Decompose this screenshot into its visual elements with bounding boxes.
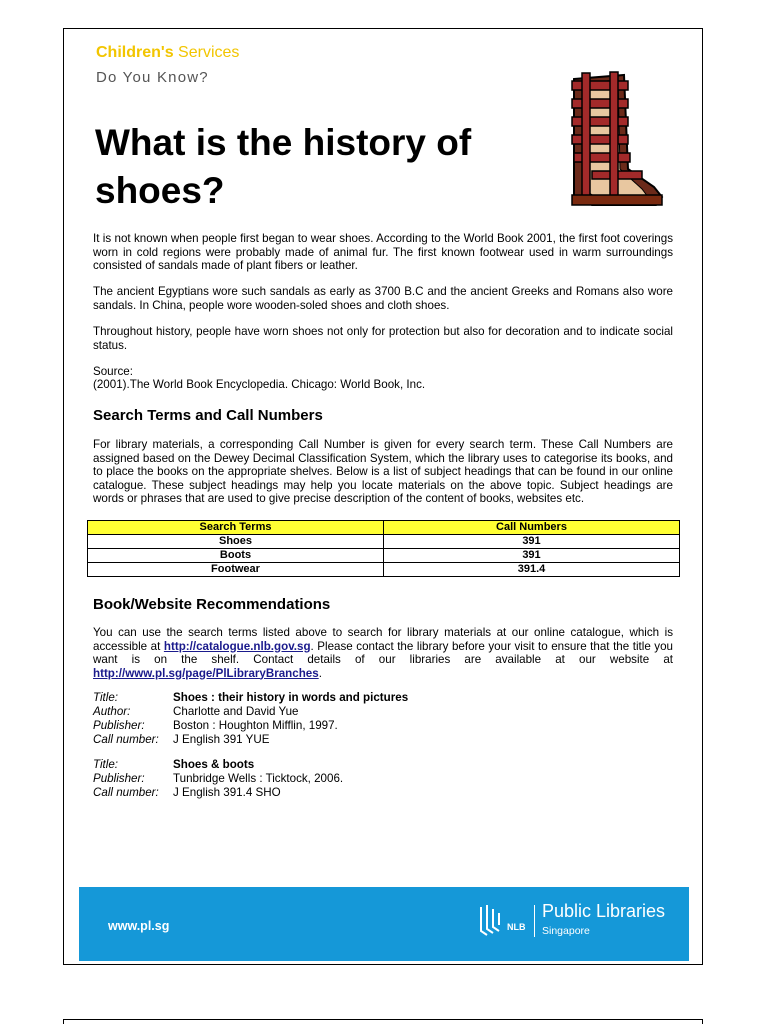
- book-title: Shoes & boots: [173, 758, 255, 771]
- recommendations-heading: Book/Website Recommendations: [93, 596, 331, 613]
- library-branches-link[interactable]: http://www.pl.sg/page/PlLibraryBranches: [93, 666, 319, 680]
- singapore-label: Singapore: [542, 925, 590, 937]
- book-title: Shoes : their history in words and pictures: [173, 691, 409, 704]
- table-cell-term: Boots: [88, 549, 384, 563]
- intro-paragraph-1: It is not known when people first began to wear shoes. According to the World Book 2001, the first foot coverings worn in cold regions were probably made of animal fur. The first known footwear used in warm surroundings consisted of sandals made of plant fibers or leather.: [93, 232, 673, 272]
- recommendations-text-2: . Please contact the library before your visit to ensure that the title you want is on the shelf. Contact details of our libraries are available at our website at: [93, 639, 673, 666]
- book-author-label: Author:: [93, 705, 131, 718]
- table-cell-term: Footwear: [88, 563, 384, 577]
- document-page: [63, 28, 703, 965]
- intro-paragraph-2: The ancient Egyptians wore such sandals as early as 3700 B.C and the ancient Greeks and Romans also wore sandals. In China, people wore wooden-soled shoes and cloth shoes.: [93, 285, 673, 312]
- next-page-edge: [63, 1019, 703, 1024]
- table-cell-call-number: 391.4: [384, 563, 680, 577]
- book-title-label: Title:: [93, 758, 119, 771]
- table-row: [88, 535, 680, 549]
- book-entry-1: [93, 691, 673, 747]
- nlb-logo-icon: [477, 903, 517, 939]
- table-cell-term: Shoes: [88, 535, 384, 549]
- book-publisher-label: Publisher:: [93, 772, 145, 785]
- book-call-number-label: Call number:: [93, 786, 159, 799]
- table-row: [88, 549, 680, 563]
- book-title-label: Title:: [93, 691, 119, 704]
- book-call-number: J English 391 YUE: [173, 733, 270, 746]
- table-row: [88, 563, 680, 577]
- book-author: Charlotte and David Yue: [173, 705, 299, 718]
- footer-website[interactable]: www.pl.sg: [108, 919, 170, 933]
- footer-divider: [534, 905, 535, 937]
- book-publisher-label: Publisher:: [93, 719, 145, 732]
- subtitle: Do You Know?: [96, 69, 209, 86]
- source-text: (2001).The World Book Encyclopedia. Chicago: World Book, Inc.: [93, 378, 426, 391]
- section-label-light: Services: [178, 44, 240, 61]
- table-header-row: [88, 521, 680, 535]
- page-title: What is the history of shoes?: [95, 122, 472, 211]
- book-publisher: Boston : Houghton Mifflin, 1997.: [173, 719, 338, 732]
- catalogue-link[interactable]: http://catalogue.nlb.gov.sg: [163, 639, 311, 653]
- recommendations-text-3: .: [318, 666, 322, 680]
- table-header-search-terms: Search Terms: [88, 521, 384, 535]
- public-libraries-brand: Public Libraries: [542, 901, 666, 921]
- book-entry-2: [93, 758, 673, 800]
- table-cell-call-number: 391: [384, 549, 680, 563]
- book-call-number: J English 391.4 SHO: [173, 786, 281, 799]
- section-label-bold: Children's: [96, 44, 174, 61]
- intro-paragraph-3: Throughout history, people have worn shoes not only for protection but also for decoration and to indicate social status.: [93, 325, 673, 352]
- table-cell-call-number: 391: [384, 535, 680, 549]
- footer-banner: [79, 887, 689, 961]
- section-label: [96, 44, 239, 62]
- source-label: Source:: [93, 365, 133, 378]
- recommendations-paragraph: [93, 626, 673, 680]
- sandal-boot-illustration: [552, 69, 664, 207]
- recommendations-text-1: You can use the search terms listed above to search for library materials at our online catalogue, which is accessible at: [93, 626, 673, 653]
- table-header-call-numbers: Call Numbers: [384, 521, 680, 535]
- book-call-number-label: Call number:: [93, 733, 159, 746]
- search-terms-table: [87, 520, 680, 577]
- nlb-label: NLB: [507, 922, 526, 932]
- search-terms-heading: Search Terms and Call Numbers: [93, 407, 323, 424]
- search-terms-paragraph: For library materials, a corresponding Call Number is given for every search term. These Call Numbers are assigned based on the Dewey Decimal Classification System, which the library uses to categorise its books, and to place the books on the appropriate shelves. Below is a list of subject headings that can be found in our online catalogue. These subject headings may help you locate materials on the above topic. Subject headings are words or phrases that are used to give precise description of the content of books, websites etc.: [93, 438, 673, 505]
- book-publisher: Tunbridge Wells : Ticktock, 2006.: [173, 772, 344, 785]
